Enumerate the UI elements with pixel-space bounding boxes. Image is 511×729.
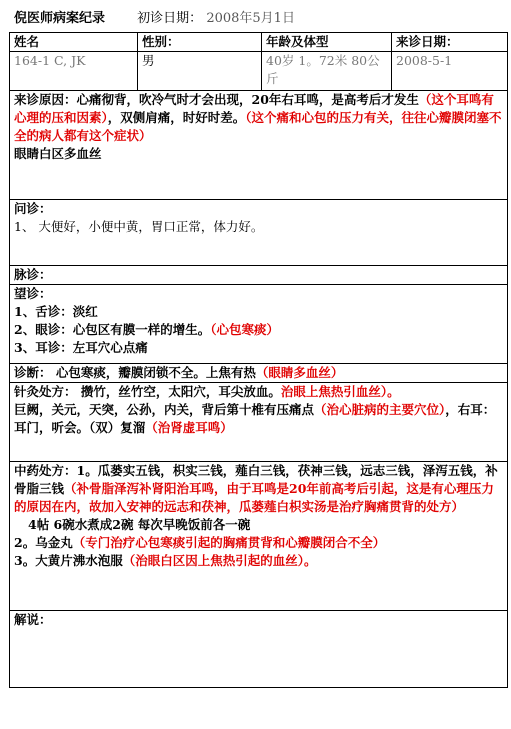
inspection-row (10, 285, 508, 364)
ear-exam: 3、耳诊：左耳穴心点痛 (14, 340, 148, 355)
diagnosis-label: 诊断： (14, 365, 52, 380)
visit-date-value: 2008-5-1 (392, 52, 508, 91)
complaint-label: 来诊原因： (14, 92, 77, 107)
herbal-item-2-note: （专门治疗心包寒痰引起的胸痛贯背和心瓣膜闭合不全） (72, 535, 386, 550)
acupuncture-row (10, 383, 508, 462)
acupuncture-points-3: ，右耳：耳门，听会。（双）复溜 (14, 402, 496, 435)
medical-record-table (9, 32, 508, 688)
acupuncture-label: 针灸处方： (14, 384, 77, 399)
patient-id: 164-1 C, JK (10, 52, 138, 91)
tongue-exam: 1、舌诊：淡红 (14, 304, 98, 319)
record-header (14, 9, 511, 29)
info-value-row (10, 52, 508, 91)
inspection-label: 望诊： (14, 286, 52, 301)
eye-exam: 2、眼诊：心包区有膜一样的增生。 (14, 322, 211, 337)
herbal-item-3-note: （治眼白区因上焦热引起的血丝）。 (122, 553, 317, 568)
herbal-section (10, 462, 508, 611)
diagnosis-row (10, 364, 508, 383)
visit-date-header: 来诊日期： (392, 33, 508, 52)
acupuncture-note-3: （治肾虚耳鸣） (145, 420, 233, 435)
inquiry-section (10, 200, 508, 266)
explanation-row (10, 611, 508, 688)
first-visit-label: 初诊日期： (137, 11, 203, 26)
gender-header: 性别： (138, 33, 262, 52)
acupuncture-note-1: 治眼上焦热引血丝）。 (280, 384, 400, 399)
inquiry-text: 1、 大便好，小便中黄，胃口正常，体力好。 (14, 219, 264, 234)
name-header: 姓名 (10, 33, 138, 52)
herbal-label: 中药处方： (14, 463, 77, 478)
info-header-row (10, 33, 508, 52)
acupuncture-note-2: （治心脏病的主要穴位） (314, 402, 446, 417)
document-title: 倪医师病案纪录 (14, 11, 106, 26)
herbal-item-3: 3。大黄片沸水泡服 (14, 553, 123, 568)
herbal-formula-1: 1。瓜蒌实五钱，枳实三钱，薤白三钱，茯神三钱，远志三钱，泽泻五钱，补骨脂三钱 (14, 463, 498, 496)
complaint-text: 心痛彻背，吹冷气时才会出现，20年右耳鸣，是高考后才发生 (76, 92, 419, 107)
complaint-text-3: 眼睛白区多血丝 (14, 146, 102, 161)
acupuncture-points-2: 巨阙，关元，天突，公孙，内关，背后第十椎有压痛点 (14, 402, 315, 417)
inspection-section (10, 285, 508, 364)
diagnosis-note: （眼睛多血丝） (255, 365, 344, 380)
gender-value: 男 (138, 52, 262, 91)
eye-exam-note: （心包寒痰） (210, 322, 279, 337)
age-header: 年龄及体型 (262, 33, 392, 52)
inquiry-row (10, 200, 508, 266)
first-visit-date: 2008年5月1日 (206, 11, 295, 26)
complaint-section (10, 91, 508, 200)
herbal-item-2: 2。乌金丸 (14, 535, 73, 550)
herbal-row (10, 462, 508, 611)
age-body-value: 40岁 1。72米 80公斤 (262, 52, 392, 91)
complaint-text-2: ，双侧肩痛，时好时差。 (107, 110, 246, 125)
pulse-label: 脉诊： (14, 267, 52, 282)
pulse-row (10, 266, 508, 285)
acupuncture-points-1: 攒竹，丝竹空，太阳穴，耳尖放血。 (76, 384, 281, 399)
herbal-formula-1-note: （补骨脂泽泻补肾阳治耳鸣，由于耳鸣是20年前高考后引起，这是有心理压力的原因在内，故加入安神的远志和茯神，瓜蒌薤白枳实汤是治疗胸痛贯背的处方） (14, 481, 494, 514)
diagnosis-text: 心包寒痰，瓣膜闭锁不全。上焦有热 (51, 365, 256, 380)
explanation-label: 解说： (14, 612, 52, 627)
complaint-note-2: （这个痛和心包的压力有关，往往心瓣膜闭塞不全的病人都有这个症状） (14, 110, 502, 143)
complaint-note-1: （这个耳鸣有心理的压和因素） (14, 92, 494, 125)
explanation-section (10, 611, 508, 688)
herbal-dosage: 4帖 6碗水煮成2碗 每次早晚饭前各一碗 (28, 517, 251, 532)
complaint-row (10, 91, 508, 200)
acupuncture-section (10, 383, 508, 462)
pulse-section (10, 266, 508, 285)
inquiry-label: 问诊： (14, 201, 52, 216)
diagnosis-section (10, 364, 508, 383)
